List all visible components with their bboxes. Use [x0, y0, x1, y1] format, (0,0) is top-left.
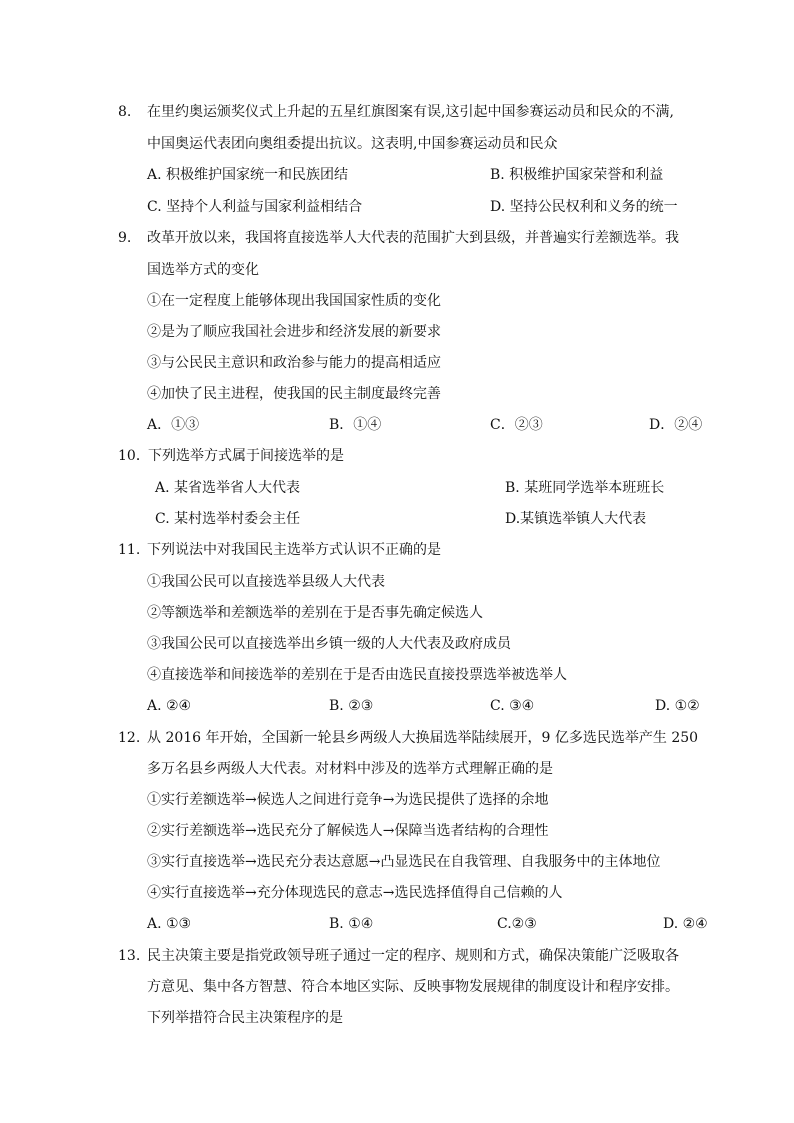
option-d: D. 坚持公民权利和义务的统一: [490, 199, 678, 215]
question-stem-line: 国选举方式的变化: [147, 262, 259, 278]
option-c: C. ③④: [490, 698, 535, 714]
statement-3: ③实行直接选举→选民充分表达意愿→凸显选民在自我管理、自我服务中的主体地位: [147, 854, 661, 870]
option-d: D. ①②: [655, 698, 700, 714]
statement-2: ②实行差额选举→选民充分了解候选人→保障当选者结构的合理性: [147, 823, 549, 839]
question-number: 12.: [118, 730, 141, 746]
option-b: B．①④: [329, 417, 382, 433]
option-c: C. 坚持个人利益与国家利益相结合: [147, 199, 363, 215]
question-stem-line: 从 2016 年开始，全国新一轮县乡两级人大换届选举陆续展开，9 亿多选民选举产生 250: [147, 730, 699, 746]
statement-4: ④直接选举和间接选举的差别在于是否由选民直接投票选举被选举人: [147, 667, 567, 683]
option-a: A. ②④: [147, 698, 192, 714]
question-stem-line: 下列选举方式属于间接选举的是: [148, 448, 344, 464]
statement-3: ③与公民民主意识和政治参与能力的提高相适应: [147, 355, 441, 371]
statement-4: ④实行直接选举→充分体现选民的意志→选民选择值得自己信赖的人: [147, 885, 563, 901]
question-number: 8.: [118, 104, 132, 120]
question-stem-line: 多万名县乡两级人大代表。对材料中涉及的选举方式理解正确的是: [147, 761, 553, 777]
question-stem-line: 方意见、集中各方智慧、符合本地区实际、反映事物发展规律的制度设计和程序安排。: [147, 979, 679, 995]
option-b: B. ②③: [329, 698, 374, 714]
option-d: D．②④: [649, 417, 703, 433]
option-c: C.②③: [497, 916, 537, 932]
option-b: B. ①④: [329, 916, 374, 932]
question-stem-line: 在里约奥运颁奖仪式上升起的五星红旗图案有误,这引起中国参赛运动员和民众的不满,: [147, 104, 674, 120]
question-number: 11.: [118, 542, 141, 558]
statement-4: ④加快了民主进程，使我国的民主制度最终完善: [147, 386, 441, 402]
option-b: B. 某班同学选举本班班长: [505, 480, 665, 496]
statement-2: ②等额选举和差额选举的差别在于是否事先确定候选人: [147, 605, 483, 621]
option-a: A．①③: [147, 417, 200, 433]
question-stem-line: 下列举措符合民主决策程序的是: [147, 1010, 343, 1026]
question-number: 13.: [118, 948, 141, 964]
statement-1: ①在一定程度上能够体现出我国国家性质的变化: [147, 293, 441, 309]
statement-2: ②是为了顺应我国社会进步和经济发展的新要求: [147, 324, 441, 340]
statement-1: ①我国公民可以直接选举县级人大代表: [147, 574, 385, 590]
option-a: A. 某省选举省人大代表: [155, 480, 301, 496]
option-a: A. 积极维护国家统一和民族团结: [147, 167, 349, 183]
option-d: D.某镇选举镇人大代表: [505, 511, 647, 527]
question-stem-line: 民主决策主要是指党政领导班子通过一定的程序、规则和方式，确保决策能广泛吸取各: [147, 948, 679, 964]
statement-3: ③我国公民可以直接选举出乡镇一级的人大代表及政府成员: [147, 636, 511, 652]
question-stem-line: 下列说法中对我国民主选举方式认识不正确的是: [147, 542, 441, 558]
option-c: C. 某村选举村委会主任: [155, 511, 301, 527]
statement-1: ①实行差额选举→候选人之间进行竞争→为选民提供了选择的余地: [147, 792, 549, 808]
option-a: A. ①③: [147, 916, 192, 932]
option-b: B. 积极维护国家荣誉和利益: [490, 167, 664, 183]
question-stem-line: 中国奥运代表团向奥组委提出抗议。这表明,中国参赛运动员和民众: [147, 136, 558, 152]
option-d: D. ②④: [663, 916, 708, 932]
question-number: 10．: [118, 448, 150, 464]
question-stem-line: 改革开放以来，我国将直接选举人大代表的范围扩大到县级，并普遍实行差额选举。我: [147, 230, 679, 246]
option-c: C．②③: [490, 417, 543, 433]
question-number: 9.: [118, 230, 132, 246]
